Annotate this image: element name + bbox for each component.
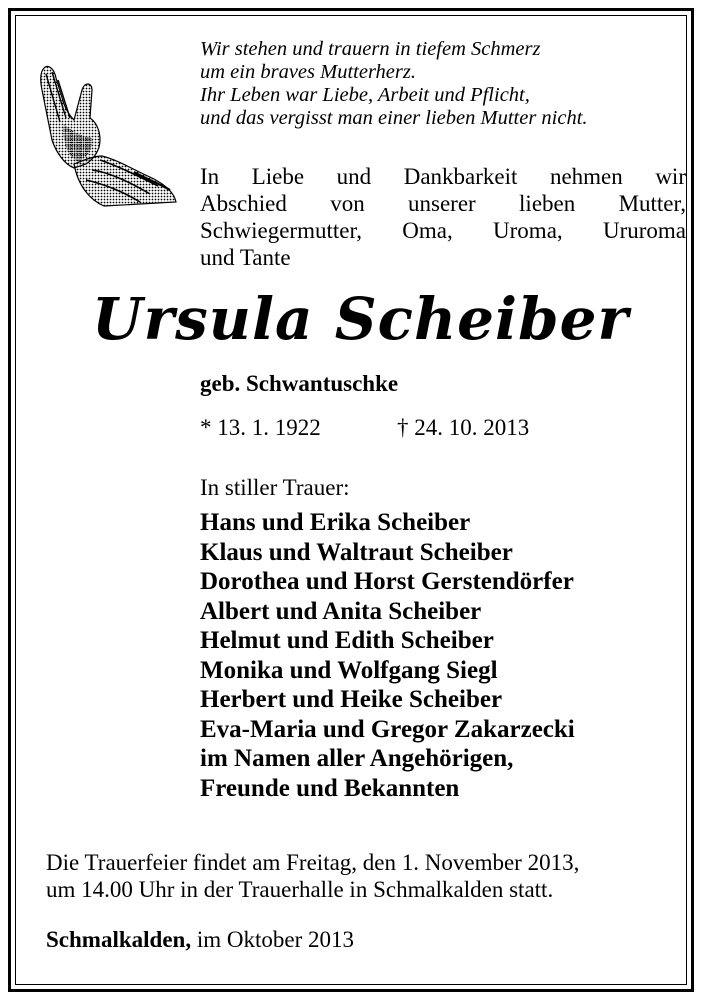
funeral-service-info	[46, 849, 686, 903]
intro-line: und Tante	[200, 245, 291, 270]
closing-date: im Oktober 2013	[196, 927, 354, 952]
maiden-name: geb. Schwantuschke	[200, 371, 399, 396]
poem-line: Ihr Leben war Liebe, Arbeit und Pflicht,	[200, 84, 530, 106]
poem-line: und das vergisst man einer lieben Mutter nicht.	[200, 107, 588, 129]
mourner-entry: Herbert und Heike Scheiber	[200, 686, 503, 713]
poem-line: Wir stehen und trauern in tiefem Schmerz	[200, 38, 541, 60]
intro-text	[200, 163, 686, 271]
poem-line: um ein braves Mutterherz.	[200, 61, 416, 83]
intro-line: Schwiegermutter, Oma, Uroma, Ururoma	[200, 218, 686, 243]
mourner-entry: Hans und Erika Scheiber	[200, 509, 471, 536]
praying-hands-icon	[34, 60, 184, 210]
service-line: Die Trauerfeier findet am Freitag, den 1. November 2013,	[46, 850, 580, 875]
mourner-entry: im Namen aller Angehörigen,	[200, 745, 514, 772]
closing-place: Schmalkalden,	[46, 927, 192, 952]
mourner-entry: Helmut und Edith Scheiber	[200, 627, 494, 654]
deceased-name: Ursula Scheiber	[92, 285, 630, 353]
mourner-entry: Albert und Anita Scheiber	[200, 597, 482, 625]
mourner-entry: Freunde und Bekannten	[200, 774, 460, 802]
poem	[200, 38, 670, 130]
death-date: † 24. 10. 2013	[397, 415, 530, 440]
mourners-list	[200, 508, 670, 803]
intro-line: Abschied von unserer lieben Mutter,	[200, 191, 686, 216]
mourner-entry: Eva-Maria und Gregor Zakarzecki	[200, 715, 575, 743]
birth-date: * 13. 1. 1922	[200, 415, 321, 440]
mourning-label: In stiller Trauer:	[200, 475, 350, 500]
mourner-entry: Dorothea und Horst Gerstendörfer	[200, 568, 574, 595]
intro-line: In Liebe und Dankbarkeit nehmen wir	[200, 164, 686, 189]
closing-line	[46, 926, 354, 954]
service-line: um 14.00 Uhr in der Trauerhalle in Schmalkalden statt.	[46, 877, 554, 902]
mourner-entry: Klaus und Waltraut Scheiber	[200, 538, 513, 566]
mourner-entry: Monika und Wolfgang Siegl	[200, 656, 498, 684]
